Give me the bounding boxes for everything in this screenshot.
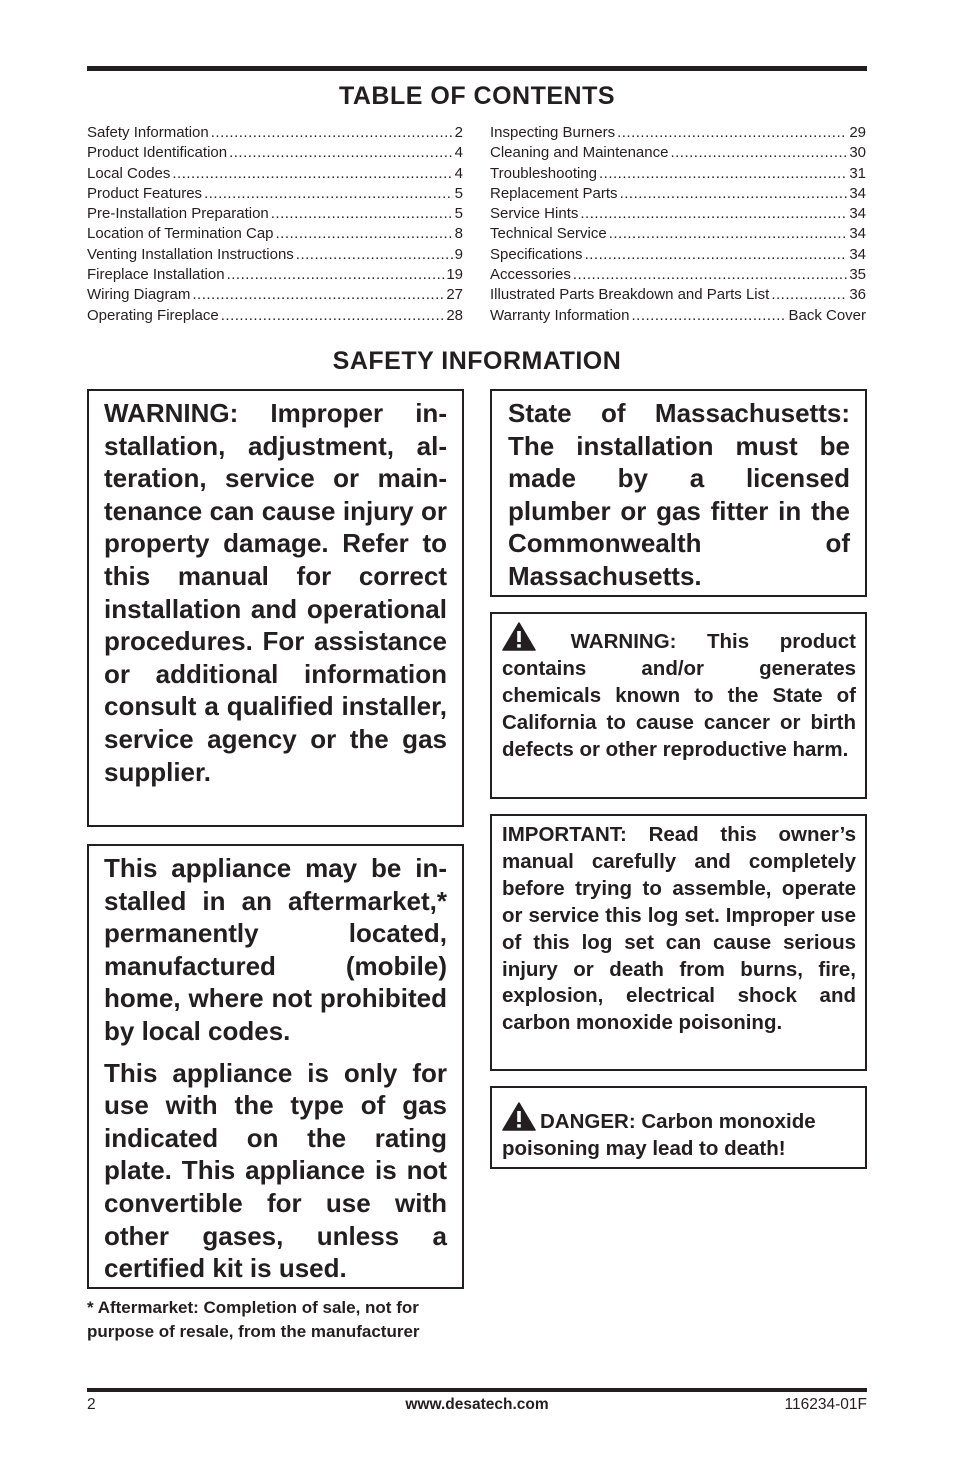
toc-entry-page: 5 — [454, 205, 463, 223]
aftermarket-footnote: * Aftermarket: Completion of sale, not for purpose of resale, from the manufacturer — [87, 1298, 420, 1341]
toc-entry-title: Technical Service — [490, 225, 607, 243]
toc-leader-dots — [599, 164, 847, 184]
toc-entry-page: 34 — [849, 205, 866, 223]
toc-entry[interactable] — [87, 285, 463, 305]
toc-entry-title: Safety Information — [87, 124, 209, 141]
toc-entry-page: 29 — [849, 124, 866, 141]
toc-entry-page: 4 — [454, 164, 463, 182]
toc-entry-title: Wiring Diagram — [87, 286, 191, 304]
toc-leader-dots — [271, 204, 453, 224]
toc-entry-page: 9 — [454, 245, 463, 263]
toc-entry[interactable] — [87, 306, 463, 326]
toc-entry[interactable] — [490, 123, 866, 143]
bottom-rule — [87, 1388, 867, 1392]
toc-right-column — [490, 123, 866, 326]
toc-entry-title: Specifications — [490, 245, 583, 263]
installation-warning-text: WARNING: Improper installation, adjustment, alteration, service or maintenance can cause injury or property damage. Refer to this manual for correct installation and operational procedures. For assistance or additional information consult a qualified installer, service agency or the gas supplier. — [104, 398, 447, 787]
toc-entry-title: Venting Installation Instructions — [87, 245, 294, 263]
toc-entry-title: Location of Termination Cap — [87, 225, 274, 243]
warning-triangle-icon — [502, 622, 536, 651]
toc-leader-dots — [276, 224, 453, 244]
top-rule — [87, 66, 867, 71]
toc-entry-title: Warranty Information — [490, 306, 630, 324]
toc-leader-dots — [229, 143, 453, 163]
toc-entry[interactable] — [87, 245, 463, 265]
toc-entry[interactable] — [490, 306, 866, 326]
toc-entry-title: Pre-Installation Preparation — [87, 205, 269, 223]
danger-text: DANGER: Carbon monoxide poisoning may lead to death! — [502, 1110, 816, 1160]
toc-entry-page: 30 — [849, 144, 866, 162]
important-text: IMPORTANT: Read this owner’s manual carefully and completely before trying to assemble, operate or service this log set. Improper use of this log set can cause serious injury or death from burns, fire, explosion, electrical shock and carbon monoxide poisoning. — [502, 823, 856, 1035]
safety-heading: SAFETY INFORMATION — [332, 347, 622, 375]
toc-entry[interactable] — [490, 204, 866, 224]
toc-leader-dots — [227, 265, 445, 285]
toc-leader-dots — [172, 164, 452, 184]
toc-entry-title: Fireplace Installation — [87, 266, 225, 284]
toc-leader-dots — [771, 285, 847, 305]
toc-entry[interactable] — [490, 224, 866, 244]
toc-entry-title: Accessories — [490, 266, 571, 284]
toc-leader-dots — [221, 306, 445, 326]
document-number: 116234-01F — [784, 1396, 867, 1413]
installation-warning-box — [87, 389, 464, 827]
toc-entry-page: 34 — [849, 184, 866, 202]
website-link[interactable]: www.desatech.com — [405, 1396, 549, 1413]
toc-entry[interactable] — [87, 164, 463, 184]
gas-type-text: This appliance is only for use with the type of gas indicated on the rating plate. This appliance is not convertible for use with other gases, unless a certified kit is used. — [104, 1057, 447, 1284]
toc-entry-title: Troubleshooting — [490, 164, 598, 182]
mobile-home-text: This appliance may be installed in an aftermarket,* permanently located, manufactured (mobile) home, where not prohibited by local codes. — [104, 853, 447, 1046]
toc-entry-page: 28 — [446, 306, 463, 324]
toc-entry-title: Operating Fireplace — [87, 306, 219, 324]
toc-entry-page: 27 — [446, 286, 463, 304]
toc-entry-title: Service Hints — [490, 205, 579, 223]
important-box — [490, 814, 867, 1071]
toc-left-column — [87, 123, 463, 326]
toc-leader-dots — [632, 306, 787, 326]
toc-leader-dots — [580, 204, 847, 224]
toc-entry[interactable] — [490, 184, 866, 204]
california-warning-box — [490, 612, 867, 799]
toc-entry-page: 8 — [454, 225, 463, 243]
massachusetts-text: State of Massachusetts: The installation must be made by a licensed plumber or gas fitter in the Commonwealth of Massachusetts. — [508, 398, 850, 591]
toc-entry-page: 34 — [849, 245, 866, 263]
toc-heading: TABLE OF CONTENTS — [338, 82, 616, 110]
toc-entry-title: Replacement Parts — [490, 184, 618, 202]
toc-entry[interactable] — [490, 164, 866, 184]
toc-leader-dots — [192, 285, 444, 305]
toc-entry-page: 35 — [849, 266, 866, 284]
toc-entry[interactable] — [490, 285, 866, 305]
toc-leader-dots — [296, 245, 453, 265]
toc-entry-page: 4 — [454, 144, 463, 162]
massachusetts-box — [490, 389, 867, 597]
page-number: 2 — [87, 1396, 96, 1413]
toc-entry[interactable] — [490, 245, 866, 265]
warning-triangle-icon — [502, 1102, 536, 1131]
toc-entry-title: Product Features — [87, 184, 203, 202]
toc-leader-dots — [211, 123, 453, 143]
toc-entry[interactable] — [87, 265, 463, 285]
toc-entry-title: Product Identification — [87, 144, 228, 162]
toc-leader-dots — [204, 184, 453, 204]
toc-leader-dots — [617, 123, 847, 143]
toc-leader-dots — [573, 265, 847, 285]
toc-entry[interactable] — [87, 143, 463, 163]
toc-entry-title: Illustrated Parts Breakdown and Parts List — [490, 286, 770, 304]
toc-entry-title: Cleaning and Maintenance — [490, 144, 669, 162]
toc-entry-title: Local Codes — [87, 164, 171, 182]
toc-leader-dots — [585, 245, 848, 265]
toc-leader-dots — [609, 224, 848, 244]
toc-leader-dots — [670, 143, 847, 163]
toc-entry-title: Inspecting Burners — [490, 124, 616, 141]
mobile-home-box — [87, 844, 464, 1289]
toc-entry-page: 36 — [849, 286, 866, 304]
toc-entry-page: 5 — [454, 184, 463, 202]
toc-entry-page: Back Cover — [788, 306, 866, 324]
toc-entry-page: 31 — [849, 164, 866, 182]
toc-entry-page: 2 — [454, 124, 463, 141]
toc-entry[interactable] — [87, 224, 463, 244]
toc-entry[interactable] — [490, 265, 866, 285]
toc-entry[interactable] — [87, 184, 463, 204]
toc-entry-page: 19 — [446, 266, 463, 284]
toc-entry[interactable] — [490, 143, 866, 163]
toc-leader-dots — [620, 184, 848, 204]
toc-entry[interactable] — [87, 204, 463, 224]
california-warning-text: WARNING: This product contains and/or generates chemicals known to the State of California to cause cancer or birth defects or other reproductive harm. — [502, 630, 857, 761]
danger-box — [490, 1086, 867, 1169]
toc-entry-page: 34 — [849, 225, 866, 243]
toc-entry[interactable] — [87, 123, 463, 143]
